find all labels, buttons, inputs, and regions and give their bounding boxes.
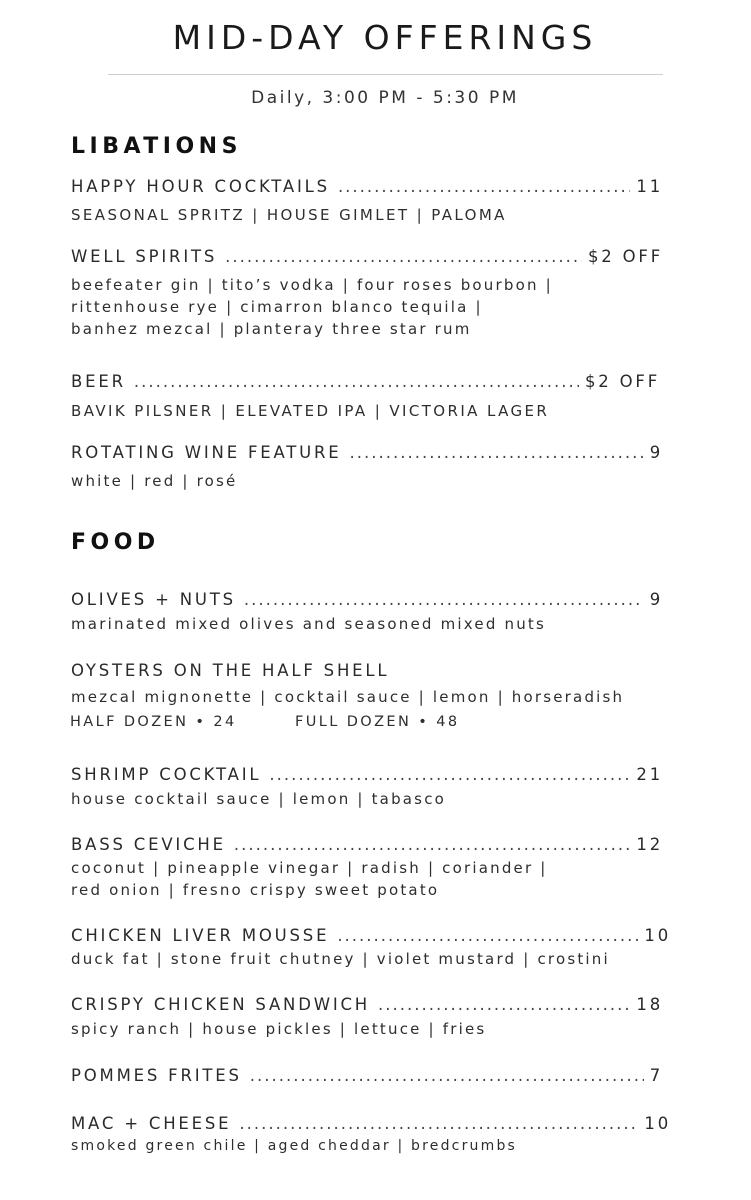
menu-item-mac-cheese xyxy=(71,1114,671,1138)
item-price: 11 xyxy=(636,177,663,196)
menu-item-pommes-frites xyxy=(71,1066,663,1090)
menu-item-beer xyxy=(71,372,660,396)
item-description: banhez mezcal | planteray three star rum xyxy=(71,320,472,338)
item-description: beefeater gin | tito’s vodka | four roses bourbon | xyxy=(71,276,553,294)
item-name: OLIVES + NUTS xyxy=(71,590,236,609)
item-name: MAC + CHEESE xyxy=(71,1114,232,1133)
menu-item-oysters: OYSTERS ON THE HALF SHELL xyxy=(71,661,390,680)
dot-leader xyxy=(269,765,630,784)
dot-leader xyxy=(338,177,630,196)
dot-leader xyxy=(337,926,638,945)
item-price: $2 OFF xyxy=(587,247,663,266)
item-name: CRISPY CHICKEN SANDWICH xyxy=(71,995,371,1014)
item-description: white | red | rosé xyxy=(71,472,238,490)
item-price: 10 xyxy=(644,926,671,945)
item-description: mezcal mignonette | cocktail sauce | lemon | horseradish xyxy=(71,688,625,706)
dot-leader xyxy=(350,443,644,462)
dot-leader xyxy=(134,372,579,391)
dot-leader xyxy=(225,247,582,266)
item-description: SEASONAL SPRITZ | HOUSE GIMLET | PALOMA xyxy=(71,206,507,224)
item-name: BEER xyxy=(71,372,126,391)
item-price: 10 xyxy=(644,1114,671,1133)
dot-leader xyxy=(250,1066,644,1085)
item-price: 9 xyxy=(649,443,663,462)
menu-item-happy-hour-cocktails xyxy=(71,177,663,201)
item-description: BAVIK PILSNER | ELEVATED IPA | VICTORIA LAGER xyxy=(71,402,550,420)
menu-item-olives-nuts xyxy=(71,590,663,614)
title-divider xyxy=(108,74,663,75)
dot-leader xyxy=(239,1114,638,1133)
item-name: ROTATING WINE FEATURE xyxy=(71,443,342,462)
dot-leader xyxy=(234,835,631,854)
item-price: $2 OFF xyxy=(584,372,660,391)
menu-item-crispy-chicken-sandwich xyxy=(71,995,663,1019)
section-heading-libations: LIBATIONS xyxy=(71,134,242,159)
menu-item-chicken-liver-mousse xyxy=(71,926,671,950)
menu-item-shrimp-cocktail xyxy=(71,765,663,789)
menu-item-bass-ceviche xyxy=(71,835,663,859)
item-name: HAPPY HOUR COCKTAILS xyxy=(71,177,330,196)
section-heading-food: FOOD xyxy=(71,530,160,555)
item-price: 12 xyxy=(636,835,663,854)
item-description: smoked green chile | aged cheddar | bredcrumbs xyxy=(71,1138,518,1154)
item-price: 21 xyxy=(636,765,663,784)
item-description: duck fat | stone fruit chutney | violet mustard | crostini xyxy=(71,950,610,968)
item-name: CHICKEN LIVER MOUSSE xyxy=(71,926,330,945)
menu-item-rotating-wine-feature xyxy=(71,443,663,467)
oysters-half-dozen-price: HALF DOZEN • 24 xyxy=(70,714,237,730)
item-price: 18 xyxy=(636,995,663,1014)
dot-leader xyxy=(244,590,644,609)
dot-leader xyxy=(378,995,630,1014)
item-name: POMMES FRITES xyxy=(71,1066,242,1085)
item-description: red onion | fresno crispy sweet potato xyxy=(71,881,440,899)
menu-title: MID-DAY OFFERINGS xyxy=(172,18,598,57)
item-description: spicy ranch | house pickles | lettuce | fries xyxy=(71,1020,487,1038)
item-price: 7 xyxy=(649,1066,663,1085)
menu-item-well-spirits xyxy=(71,247,663,271)
item-description: house cocktail sauce | lemon | tabasco xyxy=(71,790,447,808)
item-name: SHRIMP COCKTAIL xyxy=(71,765,262,784)
item-name: BASS CEVICHE xyxy=(71,835,226,854)
item-description: coconut | pineapple vinegar | radish | coriander | xyxy=(71,859,548,877)
menu-hours: Daily, 3:00 PM - 5:30 PM xyxy=(251,88,519,108)
item-description: marinated mixed olives and seasoned mixed nuts xyxy=(71,615,547,633)
item-price: 9 xyxy=(649,590,663,609)
item-description: rittenhouse rye | cimarron blanco tequila | xyxy=(71,298,483,316)
oysters-full-dozen-price: FULL DOZEN • 48 xyxy=(295,714,460,730)
item-name: WELL SPIRITS xyxy=(71,247,218,266)
